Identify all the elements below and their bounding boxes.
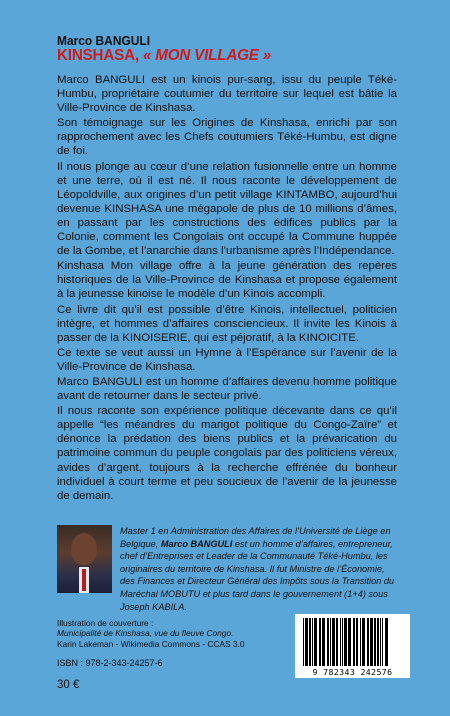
title-main: KINSHASA, xyxy=(57,47,139,64)
barcode xyxy=(295,614,410,678)
barcode-bar xyxy=(367,618,369,666)
author-face xyxy=(71,533,97,565)
blurb-paragraph: Il nous raconte son expérience politique décevante dans ce qu’il appelle “les méandres du marigot politique du Congo-Zaïre” et dénonce la prédation des biens publics et la prévarication du patrimoine commun du peuple congolais par des politiciens véreux, avides d’argent, toujours à la recherche effrénée du bonheur individuel à court terme et peu soucieux de l’avenir de la jeunesse de demain. xyxy=(57,405,397,502)
bio-after: est un homme d’affaires, entrepreneur, chef d’Entreprises et Leader de la Communauté Téké-Humbu, les originaires du territoire de Kinshasa. Il fut Ministre de l’Économie, des Finances et Directeur Général des Impôts sous la Transition du Maréchal MOBUTU et plus tard dans le gouvernement (1+4) sous Joseph KABILA. xyxy=(120,538,395,612)
barcode-bar xyxy=(377,618,379,666)
barcode-bar xyxy=(312,618,313,666)
blurb-paragraph: Marco BANGULI est un kinois pur-sang, issu du peuple Téké-Humbu, propriétaire coutumier du territoire sur lequel est bâtie la Ville-Province de Kinshasa. xyxy=(57,74,397,115)
barcode-bar xyxy=(360,618,361,666)
barcode-bar xyxy=(344,618,347,666)
barcode-bar xyxy=(305,618,308,666)
illustration-credits xyxy=(57,618,317,649)
bio-before: Master 1 en Administration des Affaires de l’Université de Liège en Belgique, xyxy=(120,526,391,549)
barcode-bar xyxy=(319,618,321,666)
barcode-bar xyxy=(314,618,317,666)
author-tie xyxy=(82,569,86,591)
barcode-digits: 9 782343 242576 xyxy=(312,667,393,677)
barcode-bar xyxy=(356,618,358,666)
barcode-bars xyxy=(295,614,410,668)
blurb-paragraph: Ce livre dit qu’il est possible d’être Kinois, intellectuel, politicien intègre, et hommes d’affaires consciencieux. Il invite les Kinois à passer de la KINOISERIE, qui est péjoratif, à la KINOICITE. xyxy=(57,303,397,344)
barcode-bar xyxy=(340,618,341,666)
barcode-bar xyxy=(342,618,343,666)
blurb-text xyxy=(57,73,397,504)
blurb-paragraph: Son témoignage sur les Origines de Kinshasa, enrichi par son rapprochement avec les Chefs coutumiers Téké-Humbu, est digne de foi. xyxy=(57,117,397,158)
author-photo xyxy=(57,525,112,593)
blurb-paragraph: Ce texte se veut aussi un Hymne à l’Espérance sur l’avenir de la Ville-Province de Kinshasa. xyxy=(57,346,397,373)
blurb-paragraph: Marco BANGULI est un homme d’affaires devenu homme politique avant de retourner dans le secteur privé. xyxy=(57,375,397,403)
barcode-bar xyxy=(348,618,351,666)
credits-line1: Illustration de couverture : xyxy=(57,618,154,628)
bio-name: Marco BANGULI xyxy=(160,538,233,549)
barcode-bar xyxy=(374,618,376,666)
blurb-paragraph: Kinshasa Mon village offre à la jeune génération des repères historiques de la Ville-Province de Kinshasa et propose également à la jeunesse kinoise le modèle d’un Kinois accompli. xyxy=(57,260,397,301)
price-text: 30 € xyxy=(57,679,80,691)
author-bio xyxy=(120,525,398,613)
barcode-bar xyxy=(380,618,381,666)
barcode-bar xyxy=(332,618,335,666)
isbn-text: ISBN : 978-2-343-24257-6 xyxy=(57,658,163,668)
barcode-bar xyxy=(309,618,311,666)
barcode-bar xyxy=(385,618,388,666)
blurb-paragraph: Il nous plonge au cœur d’une relation fusionnelle entre un homme et une terre, où il est né. Il nous raconte le développement de Léopoldville, aux origines d’un petit village KINTAMBO, aujourd’hui devenue KINSHASA une mégapole de plus de 10 millions d’âmes, en passant par les constructions des édifices publics par la Colonie, comment les Congolais ont occupé la Commune huppée de la Gombe, et l’anarchie dans l’urbanisme après l’Indépendance. xyxy=(57,160,397,258)
barcode-bar xyxy=(336,618,338,666)
credits-line2: Municipalité de Kinshasa, vue du fleuve Congo. xyxy=(57,628,234,639)
barcode-bar xyxy=(303,618,304,666)
barcode-bar xyxy=(353,618,355,666)
barcode-bar xyxy=(322,618,325,666)
barcode-bar xyxy=(362,618,365,666)
book-title xyxy=(57,47,271,65)
barcode-bar xyxy=(370,618,373,666)
credits-line3: Karin Lakeman - Wikimedia Commons - CCAS 3.0 xyxy=(57,638,245,649)
title-quote: « MON VILLAGE » xyxy=(142,47,272,64)
barcode-bar xyxy=(330,618,331,666)
barcode-bar xyxy=(327,618,329,666)
author-name: Marco BANGULI xyxy=(57,33,151,48)
barcode-bar xyxy=(382,618,383,666)
